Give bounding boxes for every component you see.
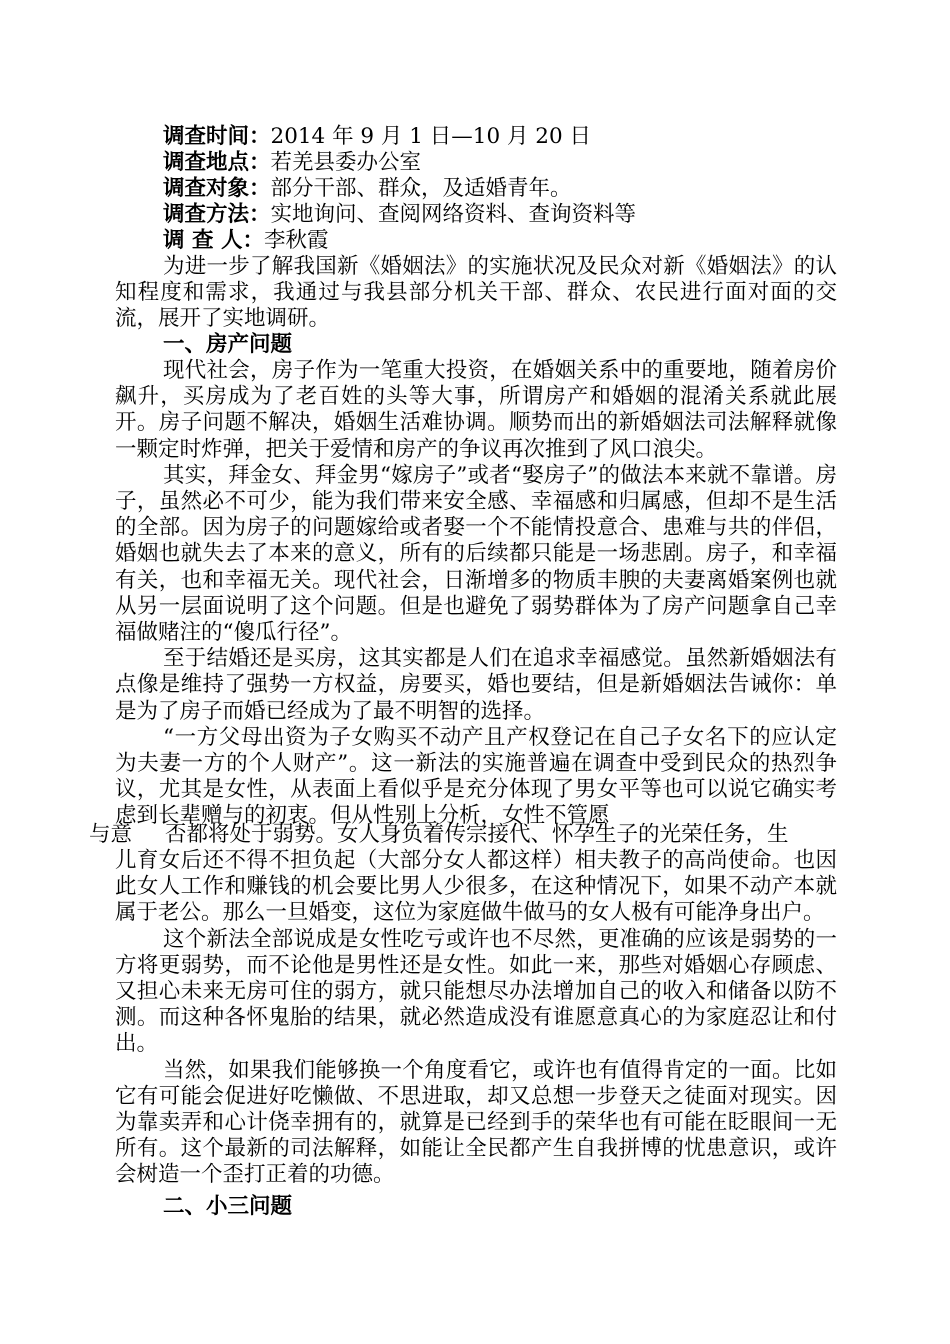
section-heading-housing: 一、房产问题 [163,332,293,357]
section-heading-mistress: 二、小三问题 [163,1194,293,1219]
paragraph: 现代社会，房子作为一笔重大投资，在婚姻关系中的重要地，随着房价飙升，买房成为了老百姓的头等大事，所谓房产和婚姻的混淆关系就此展开。房子问题不解决，婚姻生活难协调。顺势而出的新婚姻法司法解释就像一颗定时炸弹，把关于爱情和房产的争议再次推到了风口浪尖。 [115,358,837,462]
paragraph-offset-fragment: 与意 [89,822,133,847]
meta-value: 部分干部、群众，及适婚青年。 [270,176,572,201]
paragraph-continued: 儿育女后还不得不担负起（大部分女人都这样）相夫教子的高尚使命。也因此女人工作和赚钱的机会要比男人少很多，在这种情况下，如果不动产本就属于老公。那么一旦婚变，这位为家庭做牛做马的女人极有可能净身出户。 [115,848,837,926]
section-housing-part1 [115,358,837,830]
meta-value: 李秋霞 [263,228,329,253]
paragraph: 当然，如果我们能够换一个角度看它，或许也有值得肯定的一面。比如它有可能会促进好吃懒做、不思进取，却又总想一步登天之徒面对现实。因为靠卖弄和心计侥幸拥有的，就算是已经到手的荣华也有可能在眨眼间一无所有。这个最新的司法解释，如能让全民都产生自我拼博的忧患意识，或许会树造一个歪打正着的功德。 [115,1057,837,1188]
paragraph: “一方父母出资为子女购买不动产且产权登记在自己子女名下的应认定为夫妻一方的个人财产”。这一新法的实施普遍在调查中受到民众的热烈争议，尤其是女性，从表面上看似乎是充分体现了男女平等也可以说它确实考虑到长辈赠与的初衷。但从性别上分析，女性不管愿 [115,724,837,829]
paragraph: 其实，拜金女、拜金男“嫁房子”或者“娶房子”的做法本来就不靠谱。房子，虽然必不可少，能为我们带来安全感、幸福感和归属感，但却不是生活的全部。因为房子的问题嫁给或者娶一个不能情投意合、患难与共的伴侣，婚姻也就失去了本来的意义，所有的后续都只能是一场悲剧。房子，和幸福有关，也和幸福无关。现代社会，日渐增多的物质丰腴的夫妻离婚案例也就从另一层面说明了这个问题。但是也避免了弱势群体为了房产问题拿自己幸福做赌注的“傻瓜行径”。 [115,462,837,646]
meta-label: 调查地点： [163,150,271,175]
meta-label: 调查方法： [163,202,271,227]
paragraph-offset-continuation: 否都将处于弱势。女人身负着传宗接代、怀孕生子的光荣任务，生 [165,822,789,847]
intro-block [115,254,837,333]
meta-value: 若羌县委办公室 [270,150,422,175]
meta-row-investigator [163,228,329,254]
meta-value: 实地询问、查阅网络资料、查询资料等 [270,202,637,227]
meta-row-method [163,202,636,228]
paragraph: 至于结婚还是买房，这其实都是人们在追求幸福感觉。虽然新婚姻法有点像是维持了强势一方权益，房要买，婚也要结，但是新婚姻法告诫你：单是为了房子而婚已经成为了最不明智的选择。 [115,646,837,724]
meta-row-subjects [163,176,572,202]
intro-paragraph: 为进一步了解我国新《婚姻法》的实施状况及民众对新《婚姻法》的认知程度和需求，我通过与我县部分机关干部、群众、农民进行面对面的交流，展开了实地调研。 [115,254,837,332]
meta-label: 调 查 人： [163,228,264,253]
meta-label: 调查对象： [163,176,271,201]
meta-row-location [163,150,421,176]
section-housing-part2 [115,848,837,1189]
meta-value: 2014 年 9 月 1 日—10 月 20 日 [270,124,591,149]
meta-label: 调查时间： [163,124,271,149]
meta-row-time [163,124,591,150]
paragraph: 这个新法全部说成是女性吃亏或许也不尽然，更准确的应该是弱势的一方将更弱势，而不论他是男性还是女性。如此一来，那些对婚姻心存顾虑、又担心未来无房可住的弱方，就只能想尽办法增加自己的收入和储备以防不测。而这种各怀鬼胎的结果，就必然造成没有谁愿意真心的为家庭忍让和付出。 [115,926,837,1057]
